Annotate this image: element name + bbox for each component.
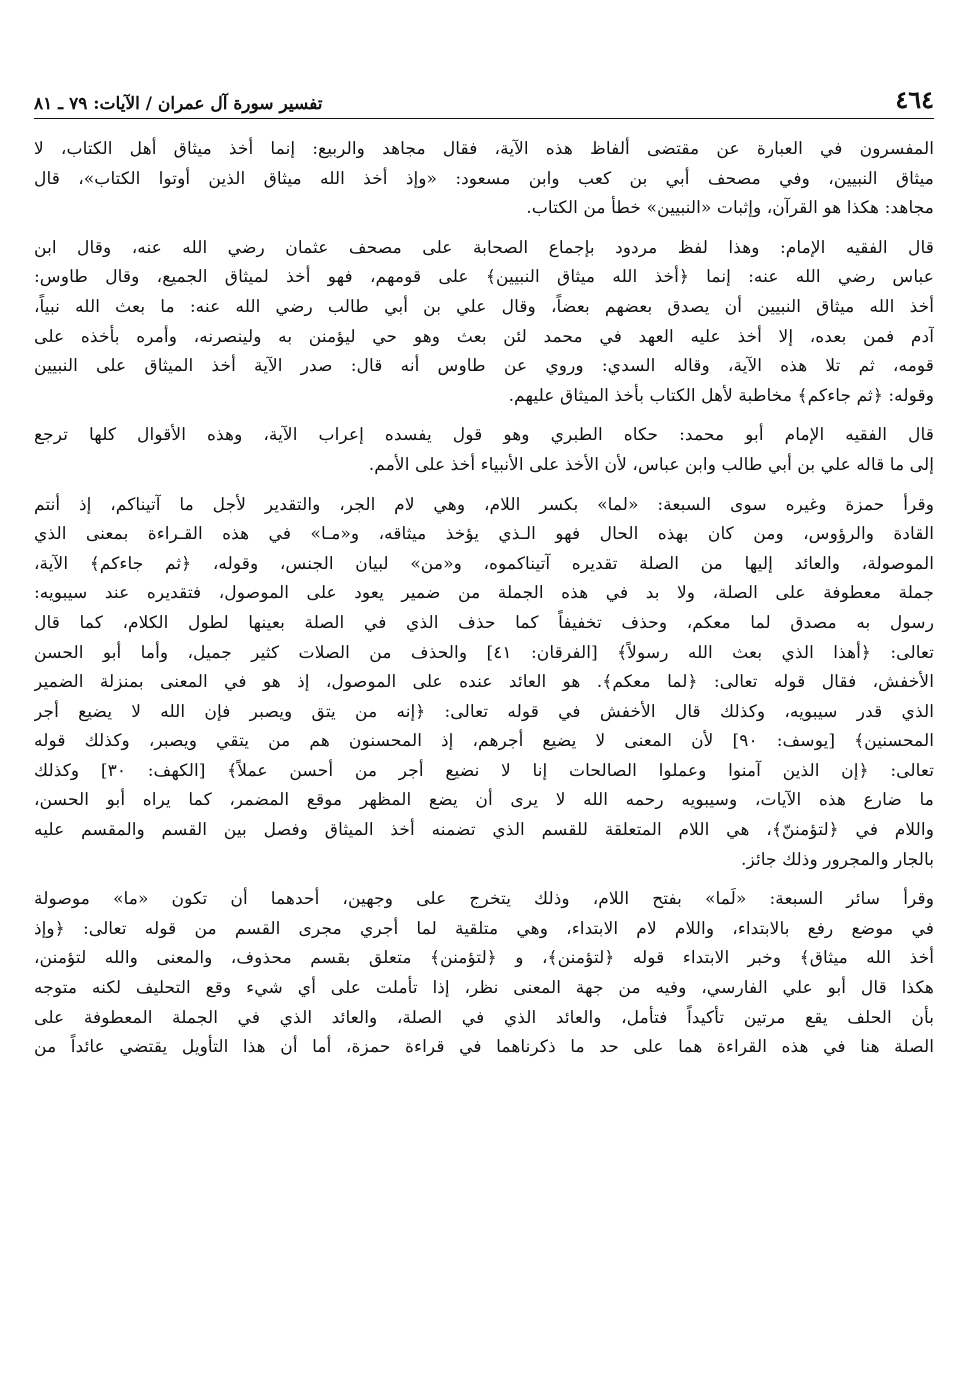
running-title: تفسير سورة آل عمران / الآيات: ٧٩ ـ ٨١ — [34, 94, 323, 114]
text-line: قومه، ثم تلا هذه الآية، وقاله السدي: وروي عن طاوس أنه قال: صدر الآية أخذ الميثاق على النبيين — [34, 356, 934, 377]
text-line: إلى ما قاله علي بن أبي طالب وابن عباس، لأن الأخذ على الأنبياء أخذ على الأمم. — [368, 454, 934, 475]
page-number: ٤٦٤ — [895, 85, 934, 114]
text-line: تعالى: ﴿إن الذين آمنوا وعملوا الصالحات إنا لا نضيع أجر من أحسن عملاً﴾ [الكهف: ٣٠] وكذلك — [34, 760, 934, 781]
text-line: جملة معطوفة على الصلة، ولا بد في هذه الجملة من ضمير يعود على الموصول، فتقديره عند سيبويه: — [34, 583, 934, 604]
text-line: وقوله: ﴿ثم جاءكم﴾ مخاطبة لأهل الكتاب بأخذ الميثاق عليهم. — [508, 385, 934, 406]
page-header — [34, 78, 934, 119]
text-line: وقرأ حمزة وغيره سوى السبعة: «لما» بكسر اللام، وهي لام الجر، والتقدير لأجل ما آتيناكم، إذ أنتم — [34, 494, 934, 515]
text-line: رسول به مصدق لما معكم، وحذف تخفيفاً كما حذف الذي في الصلة بعينها لطول الكلام، كما قال — [34, 612, 934, 633]
text-line: هكذا قال أبو علي الفارسي، وفيه من جهة المعنى نظر، إذا تأملت على أي شيء وقع التحليف لكنه متوجه — [34, 978, 934, 999]
paragraph-5 — [34, 885, 934, 1063]
paragraph-3 — [34, 421, 934, 480]
text-line: أخذ الله ميثاق﴾ وخبر الابتداء قوله ﴿لتؤمنن﴾، و ﴿لتؤمنن﴾ متعلق بقسم محذوف، والمعنى والله لتؤمنن، — [34, 948, 934, 969]
text-line: تعالى: ﴿أهذا الذي بعث الله رسولاً﴾ [الفرقان: ٤١] والحذف من الصلات كثير جميل، وأما أبو الحسن — [34, 642, 934, 663]
text-line: ما ضارع هذه الآيات، وسيبويه رحمه الله لا يرى أن يضع المظهر موقع المضمر، كما يراه أبو الحسن، — [34, 790, 934, 811]
paragraph-1 — [34, 135, 934, 224]
text-line: بأن الحلف يقع مرتين تأكيداً فتأمل، والعائد الذي في الصلة، والعائد الذي في الجملة المعطوفة على — [34, 1007, 934, 1028]
text-line: واللام في ﴿لتؤمننّ﴾، هي اللام المتعلقة للقسم الذي تضمنه أخذ الميثاق وفصل بين القسم والمقسم عليه — [34, 820, 934, 841]
paragraph-2 — [34, 234, 934, 412]
text-line: ميثاق النبيين، وفي مصحف أبي بن كعب وابن مسعود: «وإذ أخذ الله ميثاق الذين أوتوا الكتاب»، قال — [34, 168, 934, 189]
text-line: الأخفش، فقال قوله تعالى: ﴿لما معكم﴾. هو العائد عنده على الموصول، إذ هو في المعنى بمنزلة الضمير — [34, 672, 934, 693]
text-line: قال الفقيه الإمام أبو محمد: حكاه الطبري وهو قول يفسده إعراب الآية، وهذه الأقوال كلها ترجع — [34, 425, 934, 446]
paragraph-4 — [34, 491, 934, 876]
text-line: الموصولة، والعائد إليها من الصلة تقديره آتيناكموه، و«من» لبيان الجنس، وقوله، ﴿ثم جاءكم﴾ الآية، — [34, 553, 934, 574]
text-line: آدم فمن بعده، إلا أخذ عليه العهد في محمد لئن بعث وهو حي ليؤمنن به ولينصرنه، وأمره بأخذه على — [34, 326, 934, 347]
text-line: وقرأ سائر السبعة: «لَما» بفتح اللام، وذلك يتخرج على وجهين، أحدهما أن تكون «ما» موصولة — [34, 889, 934, 910]
text-line: المفسرون في العبارة عن مقتضى ألفاظ هذه الآية، فقال مجاهد والربيع: إنما أخذ ميثاق أهل الكتاب، لا — [34, 139, 934, 159]
text-line: المحسنين﴾ [يوسف: ٩٠] لأن المعنى لا يضيع أجرهم، إذ المحسنون هم من يتقي ويصبر، وكذلك قوله — [34, 731, 934, 752]
text-line: الذي قدر سيبويه، وكذلك قال الأخفش في قوله تعالى: ﴿إنه من يتق ويصبر فإن الله لا يضيع أجر — [34, 701, 934, 722]
text-line: في موضع رفع بالابتداء، واللام لام الابتداء، وهي متلقية لما أجري مجرى القسم من قوله تعالى: ﴿وإذ — [34, 918, 934, 939]
text-line: بالجار والمجرور وذلك جائز. — [741, 849, 934, 870]
text-line: الصلة هنا في هذه القراءة هما على حد ما ذكرناهما في قراءة حمزة، أما أن هذا التأويل يقتضي عائداً من — [34, 1037, 934, 1058]
page — [34, 78, 934, 1063]
text-line: أخذ الله ميثاق النبيين أن يصدق بعضهم بعضاً، وقال علي بن أبي طالب رضي الله عنه: ما بعث الله نبياً، — [34, 296, 934, 317]
text-line: مجاهد: هكذا هو القرآن، وإثبات «النبيين» خطأ من الكتاب. — [526, 198, 934, 219]
text-line: القادة والرؤوس، ومن كان بهذه الحال فهو الـذي يؤخذ ميثاقه، و«مـا» في هذه القـراءة بمعنى الذي — [34, 524, 934, 545]
text-line: قال الفقيه الإمام: وهذا لفظ مردود بإجماع الصحابة على مصحف عثمان رضي الله عنه، وقال ابن — [34, 237, 934, 258]
text-line: عباس رضي الله عنه: إنما ﴿أخذ الله ميثاق النبيين﴾ على قومهم، فهو أخذ لميثاق الجميع، وقال طاوس: — [34, 267, 934, 288]
